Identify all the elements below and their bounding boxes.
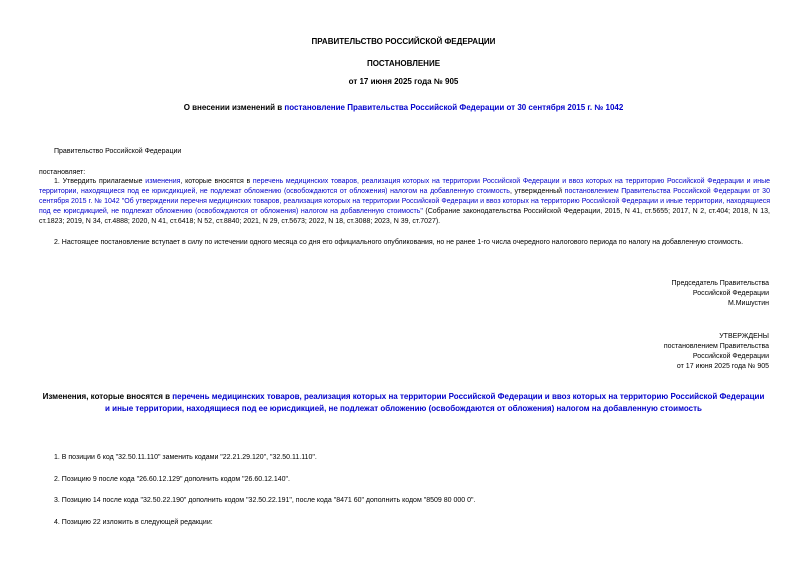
p1-text-c: , утвержденный — [509, 187, 565, 195]
p1-link-list[interactable]: перечень медицинских товаров, реализация которых на территории Российской Федерации и ввоз которых на территорию Российской Федерации и иные территории, находящиеся под ее юрисдикцией, не подлежат обложению (освобождаются от обложения) налогом на добавленную стоимость — [39, 178, 770, 195]
government-line: Правительство Российской Федерации — [54, 148, 182, 155]
list-item: 3. Позицию 14 после кода "32.50.22.190" дополнить кодом "32.50.22.191", после кода "8471 60" дополнить кодом "8509 80 000 0". — [54, 497, 476, 504]
changes-title-link[interactable]: перечень медицинских товаров, реализация которых на территории Российской Федерации и ввоз которых на территорию Российской Федерации и иные территории, находящиеся под ее юрисдикцией, не подлежат обложению (освобождаются от обложения) налогом на добавленную стоимость — [105, 392, 765, 413]
paragraph-1 — [39, 177, 770, 227]
signature-line-3: М.Мишустин — [727, 299, 769, 307]
p1-link-resolution[interactable]: постановлением Правительства Российской Федерации от 30 сентября 2015 г. № 1042 "Об утверждении перечня медицинских товаров, реализация которых на территории Российской Федерации и ввоз которых на территорию Российской Федерации и иные территории, находящиеся под ее юрисдикцией, не подлежат обложению (освобождаются от обложения) налогом на добавленную стоимость" — [39, 187, 770, 215]
p1-text-b: , которые вносятся в — [180, 178, 253, 185]
document-type: ПОСТАНОВЛЕНИЕ — [366, 59, 441, 68]
list-item: 1. В позиции 6 код "32.50.11.110" заменить кодами "22.21.29.120", "32.50.11.110". — [54, 454, 317, 461]
signature-line-2: Российской Федерации — [692, 289, 769, 297]
approval-line-1: УТВЕРЖДЕНЫ — [719, 333, 769, 340]
approval-line-3: Российской Федерации — [692, 352, 769, 360]
changes-title-prefix: Изменения, которые вносятся в — [42, 392, 173, 401]
government-title: ПРАВИТЕЛЬСТВО РОССИЙСКОЙ ФЕДЕРАЦИИ — [311, 37, 496, 46]
approval-block — [664, 332, 769, 372]
changes-title — [40, 391, 767, 415]
approval-line-4: от 17 июня 2025 года № 905 — [676, 362, 769, 370]
approval-line-2: постановлением Правительства — [663, 342, 769, 350]
list-item: 4. Позицию 22 изложить в следующей редакции: — [54, 519, 213, 526]
p1-link-changes[interactable]: изменения — [145, 178, 181, 185]
p1-text-d: (Собрание законодательства Российской Федерации, 2015, N 41, ст.5655; 2017, N 2, ст.404; 2018, N 13, ст.1823; 2019, N 34, ст.4888; 2020, N 41, ст.6418; N 52, ст.8840; 2021, N 29, ст.5673; 2022, N 18, ст.3088; 2023, N 39, ст.7027). — [39, 207, 770, 225]
document-date-number: от 17 июня 2025 года № 905 — [348, 77, 459, 86]
resolves-line: постановляет: — [39, 169, 86, 176]
document-heading — [0, 102, 807, 113]
p1-text-a: 1. Утвердить прилагаемые — [54, 178, 146, 185]
signature-line-1: Председатель Правительства — [671, 280, 769, 287]
heading-prefix: О внесении изменений в — [183, 103, 285, 112]
list-item: 2. Позицию 9 после кода "26.60.12.129" дополнить кодом "26.60.12.140". — [54, 476, 290, 483]
signature-block — [672, 279, 769, 309]
paragraph-2: 2. Настоящее постановление вступает в силу по истечении одного месяца со дня его официального опубликования, но не ранее 1-го числа очередного налогового периода по налогу на добавленную стоимость. — [54, 239, 744, 246]
heading-link[interactable]: постановление Правительства Российской Федерации от 30 сентября 2015 г. № 1042 — [284, 103, 624, 112]
